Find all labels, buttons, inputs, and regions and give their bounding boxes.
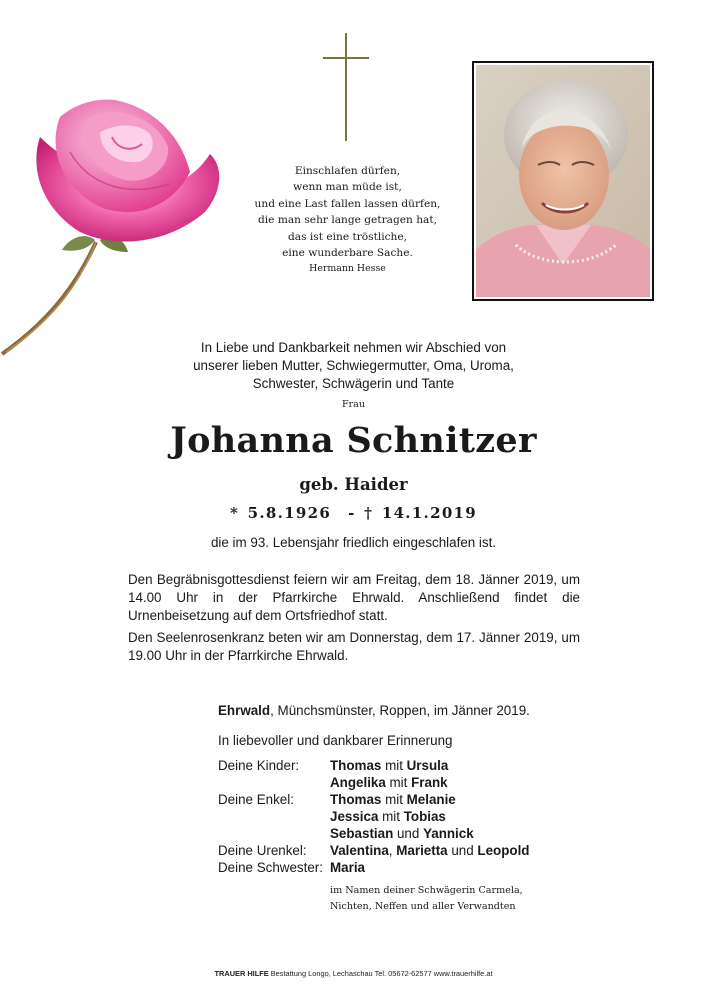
family-name: Marietta [396,843,448,858]
family-row-children-2 [218,774,598,791]
age-text: die im 93. Lebensjahr friedlich eingeschlafen ist. [210,535,497,550]
family-name: Sebastian [330,826,394,841]
cross-icon [323,33,369,141]
family-name: Valentina [330,843,389,858]
family-label: Deine Urenkel: [218,843,307,858]
family-row-grandchildren-3 [218,825,598,842]
family-name: Thomas [330,792,382,807]
life-dates: * 5.8.1926 - † 14.1.2019 [229,504,478,522]
footer-brand: TRAUER HILFE [214,969,269,978]
family-row-great-grandchildren [218,842,598,859]
poem-line: wenn man müde ist, [293,181,402,194]
family-conj: mit [381,792,407,807]
footer [100,969,607,978]
family-conj: und [447,843,478,858]
rose-image [0,92,230,362]
family-name: Leopold [477,843,530,858]
poem-line: eine wunderbare Sache. [282,247,413,260]
family-row-children-1 [218,757,598,774]
family-conj: und [393,826,424,841]
family-row-sister [218,859,598,876]
poem-line: Einschlafen dürfen, [294,165,401,177]
portrait-photo [472,61,654,301]
deceased-name: Johanna Schnitzer [170,420,537,461]
portrait-image [476,65,650,297]
family-partner: Ursula [406,758,449,773]
maiden-name: geb. Haider [299,475,408,494]
poem-line: und eine Last fallen lassen dürfen, [254,197,441,210]
intro-line: unserer lieben Mutter, Schwiegermutter, Oma, Uroma, [193,358,514,373]
intro-line: Schwester, Schwägerin und Tante [252,376,455,391]
rosary-text: Den Seelenrosenkranz beten wir am Donnerstag, dem 17. Jänner 2019, um 19.00 Uhr in der Pfarrkirche Ehrwald. [128,630,580,663]
family-conj: mit [381,758,407,773]
poem-line: das ist eine tröstliche, [287,230,408,243]
family-name: Maria [330,860,365,875]
family-row-grandchildren-2 [218,808,598,825]
family-name: Jessica [330,809,379,824]
poem-author: Hermann Hesse [309,263,386,275]
family-name: Angelika [330,775,386,790]
behalf-line: im Namen deiner Schwägerin Carmela, [330,885,523,896]
family-conj: mit [385,775,412,790]
footer-info: Bestattung Longo, Lechaschau Tel. 05672-62577 www.trauerhilfe.at [268,969,493,978]
funeral-service-text: Den Begräbnisgottesdienst feiern wir am Freitag, dem 18. Jänner 2019, um 14.00 Uhr in der Pfarrkirche Ehrwald. Anschließend findet die Urnenbeisetzung auf dem Ortsfriedhof statt. [128,572,580,623]
behalf-line: Nichten, Neffen und aller Verwandten [330,900,516,912]
family-label: Deine Kinder: [218,758,300,773]
family-partner: Melanie [406,792,456,807]
place-town: Ehrwald [218,703,271,718]
poem [225,163,470,278]
memory-line: In liebevoller und dankbarer Erinnerung [218,733,453,748]
family-conj: , [388,843,397,858]
family-partner: Yannick [423,826,474,841]
family-label: Deine Enkel: [218,792,294,807]
family-row-grandchildren-1 [218,791,598,808]
place-rest: , Münchsmünster, Roppen, im Jänner 2019. [270,703,530,718]
behalf-text [330,883,610,914]
intro-line: In Liebe und Dankbarkeit nehmen wir Abschied von [200,340,507,355]
intro-text [150,339,557,393]
family-partner: Tobias [403,809,446,824]
family-label: Deine Schwester: [218,860,323,875]
place-date-line [218,703,530,718]
family-partner: Frank [411,775,448,790]
family-name: Thomas [330,758,382,773]
family-conj: mit [378,809,404,824]
poem-line: die man sehr lange getragen hat, [258,214,437,227]
honorific: Frau [342,399,365,410]
